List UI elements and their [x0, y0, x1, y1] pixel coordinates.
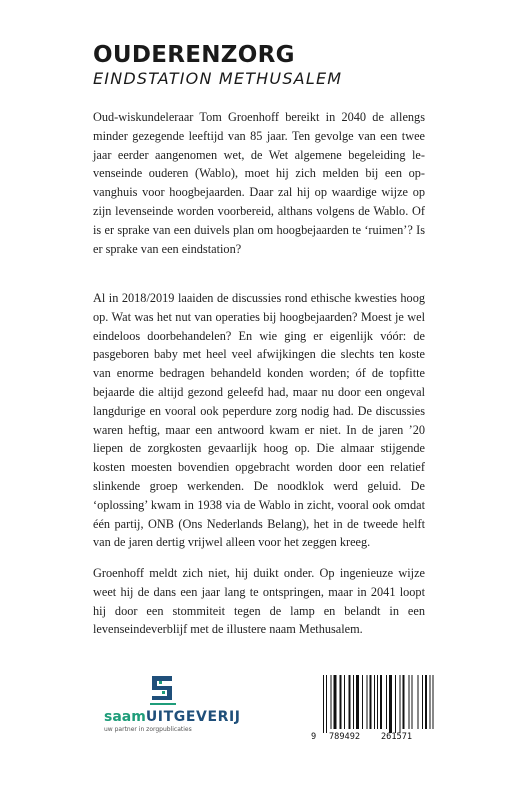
barcode-bar — [377, 675, 378, 729]
barcode-bar — [430, 675, 431, 729]
barcode-bar — [344, 675, 345, 729]
barcode-bar — [334, 675, 337, 729]
barcode-bar — [362, 675, 363, 729]
barcode-bar — [353, 675, 354, 729]
barcode-bar — [374, 675, 375, 729]
barcode-bar — [422, 675, 423, 729]
barcode-bar — [433, 675, 434, 729]
barcode-bar — [418, 675, 419, 729]
barcode-bar — [400, 675, 401, 733]
barcode-bar — [340, 675, 342, 729]
barcode-bar — [389, 675, 392, 733]
barcode-bar — [380, 675, 382, 729]
isbn-digits-group2: 261571 — [381, 732, 413, 742]
barcode-bar — [370, 675, 372, 729]
barcode-bars — [311, 673, 436, 733]
isbn-barcode — [311, 673, 436, 752]
barcode-bar — [367, 675, 368, 729]
barcode-bar — [425, 675, 427, 729]
barcode-bar — [323, 675, 324, 733]
barcode-bar — [403, 675, 405, 729]
barcode-bar — [349, 675, 351, 729]
publisher-logo — [104, 675, 244, 745]
barcode-bar — [331, 675, 332, 729]
publisher-name — [104, 709, 241, 725]
barcode-bar — [395, 675, 396, 733]
barcode-bar — [409, 675, 410, 729]
cover-subtitle: EINDSTATION METHUSALEM — [93, 69, 343, 88]
isbn-digit-first: 9 — [311, 732, 317, 742]
saam-logo-icon — [150, 675, 176, 707]
cover-title: OUDERENZORG — [93, 42, 295, 68]
barcode-bar — [356, 675, 359, 729]
isbn-digits-group1: 789492 — [329, 732, 361, 742]
publisher-name-part2: UITGEVERIJ — [145, 709, 241, 725]
publisher-tagline: uw partner in zorgpublicaties — [104, 726, 192, 733]
barcode-bar — [412, 675, 413, 729]
barcode-bar — [386, 675, 387, 729]
blurb-paragraph-2: Al in 2018/2019 laaiden de discussies rond ethische kwesties hoog op. Wat was het nut van operaties bij hoogbejaarden? Moest je wel eindeloos doorbehandelen? En wie ging er eigenlijk vóór: de pasgeboren baby met heel veel afwijkingen die slechts ten koste van enorme bedragen behandeld konden worden; óf de topfitte bejaarde die altijd gezond geleefd had, maar nu door een ongeval langdurige en vooral ook peperdure zorg nodig had. De discussies waren heftig, maar een antwoord kwam er niet. In de jaren ’20 liepen de zorgkosten gevaarlijk hoog op. Die almaar stijgende kosten moesten bovendien opgebracht worden door een relatief slinkende groep werkenden. De noodklok werd geluid. De ‘oplossing’ kwam in 1938 via de Wablo in zicht, vooral ook omdat één partij, ONB (Ons Nederlands Belang), het in de tweede helft van de jaren dertig vrijwel alleen voor het zeggen kreeg. — [93, 291, 425, 550]
barcode-bar — [326, 675, 327, 733]
publisher-name-part1: saam — [104, 709, 146, 725]
blurb-paragraph-3: Groenhoff meldt zich niet, hij duikt onder. Op ingenieuze wijze weet hij de dans een jaar lang te ontspringen, maar in 2041 loopt hij door een stommiteit tegen de lamp en belandt in een levenseindeverblijf met de illustere naam Methusalem. — [93, 566, 425, 637]
blurb-paragraph-1: Oud-wiskundeleraar Tom Groenhoff bereikt in 2040 de allengs minder gezegende leeftijd van 85 jaar. Ten gevolge van een twee jaar eerder aangenomen wet, de Wet algemene begeleiding levenseinde ouderen (Wablo), moet hij zich melden bij een opvanghuis voor hoogbejaarden. Daar zal hij op waardige wijze op zijn levenseinde worden voorbereid, althans volgens de Wablo. Of is er sprake van een duivels plan om hoogbejaarden te ‘ruimen’? Is er sprake van een eindstation? — [93, 110, 425, 256]
